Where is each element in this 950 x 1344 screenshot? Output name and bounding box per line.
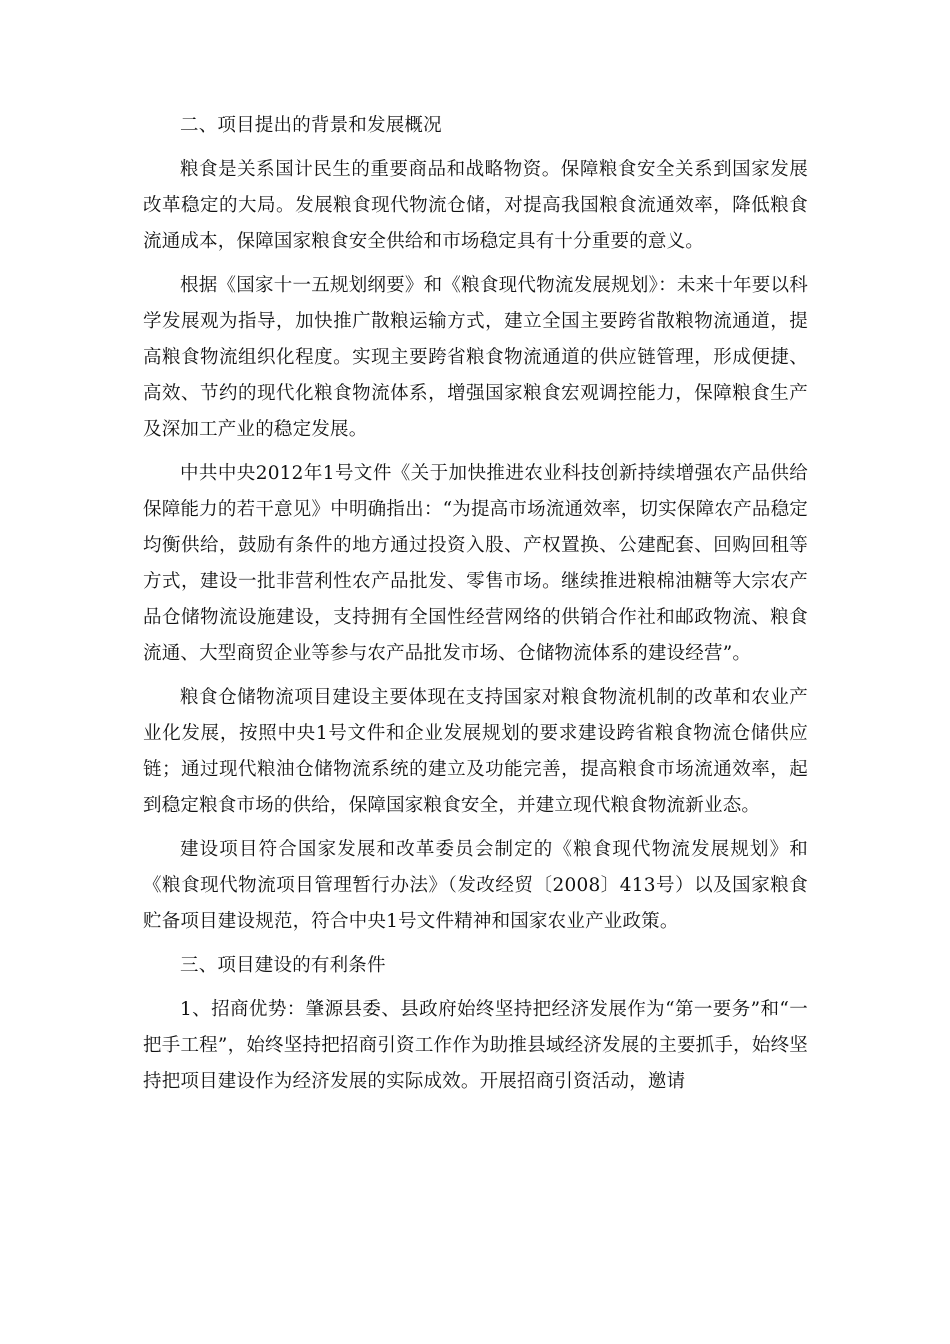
section-two-heading: 二、项目提出的背景和发展概况 bbox=[180, 115, 442, 136]
document-body bbox=[143, 108, 808, 1108]
paragraph-project-purpose: 粮食仓储物流项目建设主要体现在支持国家对粮食物流机制的改革和农业产业化发展，按照中央1号文件和企业发展规划的要求建设跨省粮食物流仓储供应链；通过现代粮油仓储物流系统的建立及功能完善，提高粮食市场流通效率，起到稳定粮食市场的供给，保障国家粮食安全，并建立现代粮食物流新业态。 bbox=[143, 687, 808, 816]
paragraph-investment-advantage: 1、招商优势：肇源县委、县政府始终坚持把经济发展作为“第一要务”和“一把手工程”，始终坚持把招商引资工作作为助推县域经济发展的主要抓手，始终坚持把项目建设作为经济发展的实际成效。开展招商引资活动，邀请 bbox=[143, 999, 808, 1092]
paragraph-planning-outline: 根据《国家十一五规划纲要》和《粮食现代物流发展规划》：未来十年要以科学发展观为指导，加快推广散粮运输方式，建立全国主要跨省散粮物流通道，提高粮食物流组织化程度。实现主要跨省粮食物流通道的供应链管理，形成便捷、高效、节约的现代化粮食物流体系，增强国家粮食宏观调控能力，保障粮食生产及深加工产业的稳定发展。 bbox=[143, 275, 808, 440]
paragraph-policy-compliance: 建设项目符合国家发展和改革委员会制定的《粮食现代物流发展规划》和《粮食现代物流项目管理暂行办法》（发改经贸〔2008〕413号）以及国家粮食贮备项目建设规范，符合中央1号文件精神和国家农业产业政策。 bbox=[143, 839, 808, 932]
paragraph-grain-importance: 粮食是关系国计民生的重要商品和战略物资。保障粮食安全关系到国家发展改革稳定的大局。发展粮食现代物流仓储，对提高我国粮食流通效率，降低粮食流通成本，保障国家粮食安全供给和市场稳定具有十分重要的意义。 bbox=[143, 159, 808, 252]
section-three-heading: 三、项目建设的有利条件 bbox=[180, 955, 386, 976]
paragraph-central-document: 中共中央2012年1号文件《关于加快推进农业科技创新持续增强农产品供给保障能力的若干意见》中明确指出：“为提高市场流通效率，切实保障农产品稳定均衡供给，鼓励有条件的地方通过投资入股、产权置换、公建配套、回购回租等方式，建设一批非营利性农产品批发、零售市场。继续推进粮棉油糖等大宗农产品仓储物流设施建设，支持拥有全国性经营网络的供销合作社和邮政物流、粮食流通、大型商贸企业等参与农产品批发市场、仓储物流体系的建设经营”。 bbox=[143, 463, 808, 664]
